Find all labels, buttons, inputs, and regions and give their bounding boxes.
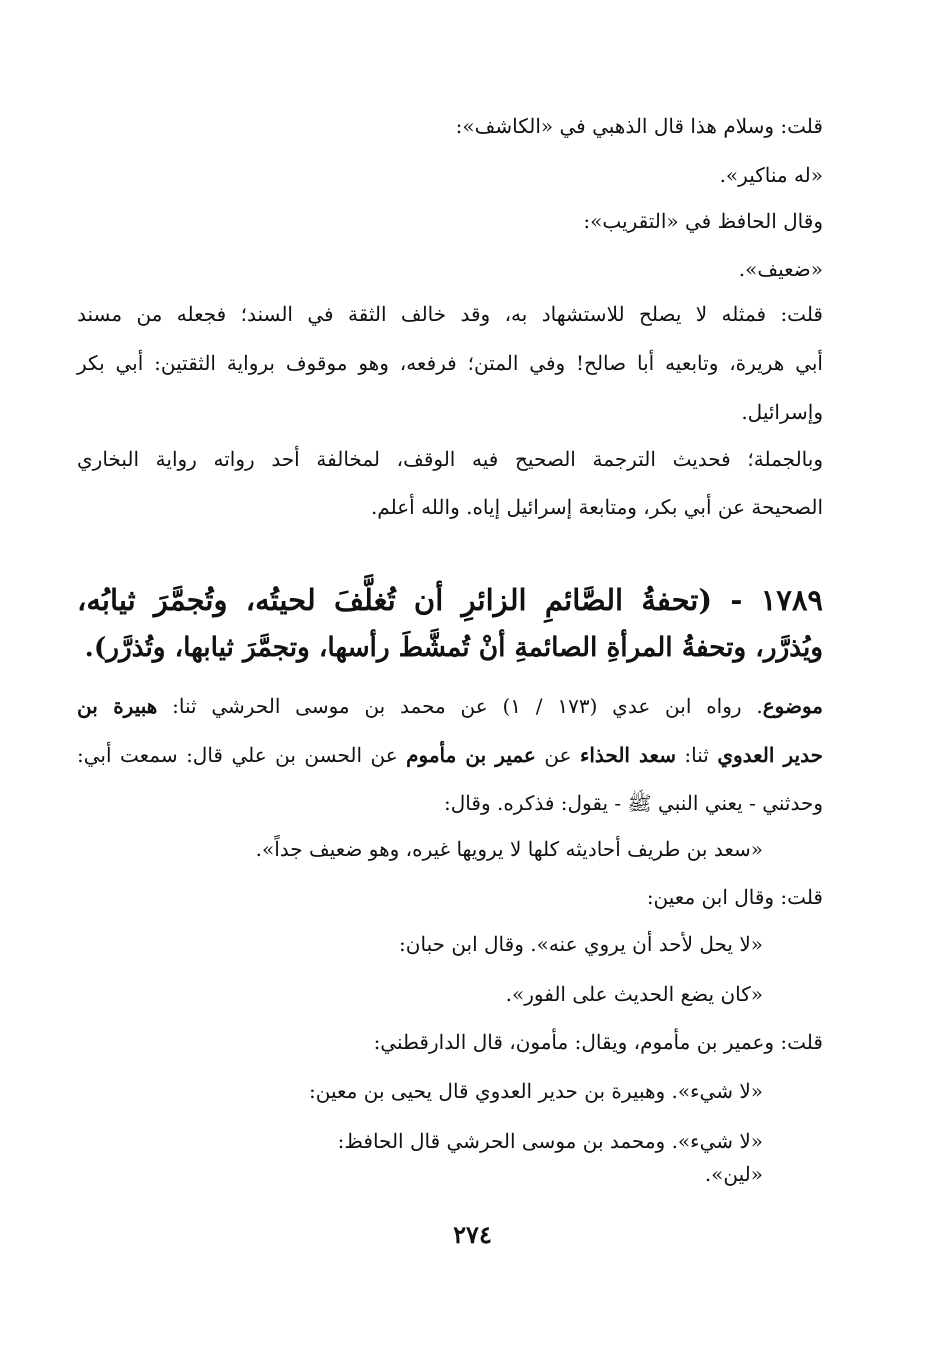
text-line: قلت: فمثله لا يصلح للاستشهاد به، وقد خالف الثقة في السند؛ فجعله من مسند <box>77 302 823 326</box>
text-line: موضوع. رواه ابن عدي (١٧٣ / ١) عن محمد بن موسى الحرشي ثنا: هبيرة بن <box>77 694 823 718</box>
hadith-heading: ١٧٨٩ - (تحفةُ الصَّائمِ الزائرِ أن تُغلَّفَ لحيتُه، وتُجمَّرَ ثيابُه، <box>77 583 823 617</box>
text-line: قلت: وعمير بن مأموم، ويقال: مأمون، قال الدارقطني: <box>373 1030 823 1054</box>
text-line: قلت: وقال ابن معين: <box>646 885 823 909</box>
text-line: «لا يحل لأحد أن يروي عنه». وقال ابن حبان: <box>399 932 763 956</box>
text-line: الصحيحة عن أبي بكر، ومتابعة إسرائيل إياه. والله أعلم. <box>370 495 823 519</box>
text-line: «كان يضع الحديث على الفور». <box>505 982 763 1006</box>
text-line: «لا شيء». ومحمد بن موسى الحرشي قال الحافظ: <box>337 1129 763 1153</box>
text-line: أبي هريرة، وتابعيه أبا صالح! وفي المتن؛ فرفعه، وهو موقوف برواية الثقتين: أبي بكر <box>77 351 823 375</box>
verdict-bold: موضوع <box>762 694 823 718</box>
text-line: وإسرائيل. <box>741 400 823 424</box>
text-line: وحدثني - يعني النبي ﷺ - يقول: فذكره. وقال: <box>444 791 823 815</box>
text-line: حدير العدوي ثنا: سعد الحذاء عن عمير بن مأموم عن الحسن بن علي قال: سمعت أبي: <box>77 743 823 767</box>
text-line: «لا شيء». وهبيرة بن حدير العدوي قال يحيى بن معين: <box>309 1079 763 1103</box>
text-line: «له مناكير». <box>719 163 823 187</box>
text-line: «سعد بن طريف أحاديثه كلها لا يرويها غيره، وهو ضعيف جداً». <box>255 837 763 861</box>
text-line: «ضعيف». <box>738 257 823 281</box>
page-number: ٢٧٤ <box>453 1220 492 1249</box>
text-line: قلت: وسلام هذا قال الذهبي في «الكاشف»: <box>455 114 823 138</box>
hadith-heading: ويُذرَّر، وتحفةُ المرأةِ الصائمةِ أنْ تُمشَّطَ رأسها، وتجمَّرَ ثيابها، وتُذرَّر). <box>84 632 823 663</box>
text-line: وقال الحافظ في «التقريب»: <box>583 209 823 233</box>
text-line: وبالجملة؛ فحديث الترجمة الصحيح فيه الوقف، لمخالفة أحد رواته رواية البخاري <box>77 447 823 471</box>
text-line: «لين». <box>704 1162 763 1186</box>
